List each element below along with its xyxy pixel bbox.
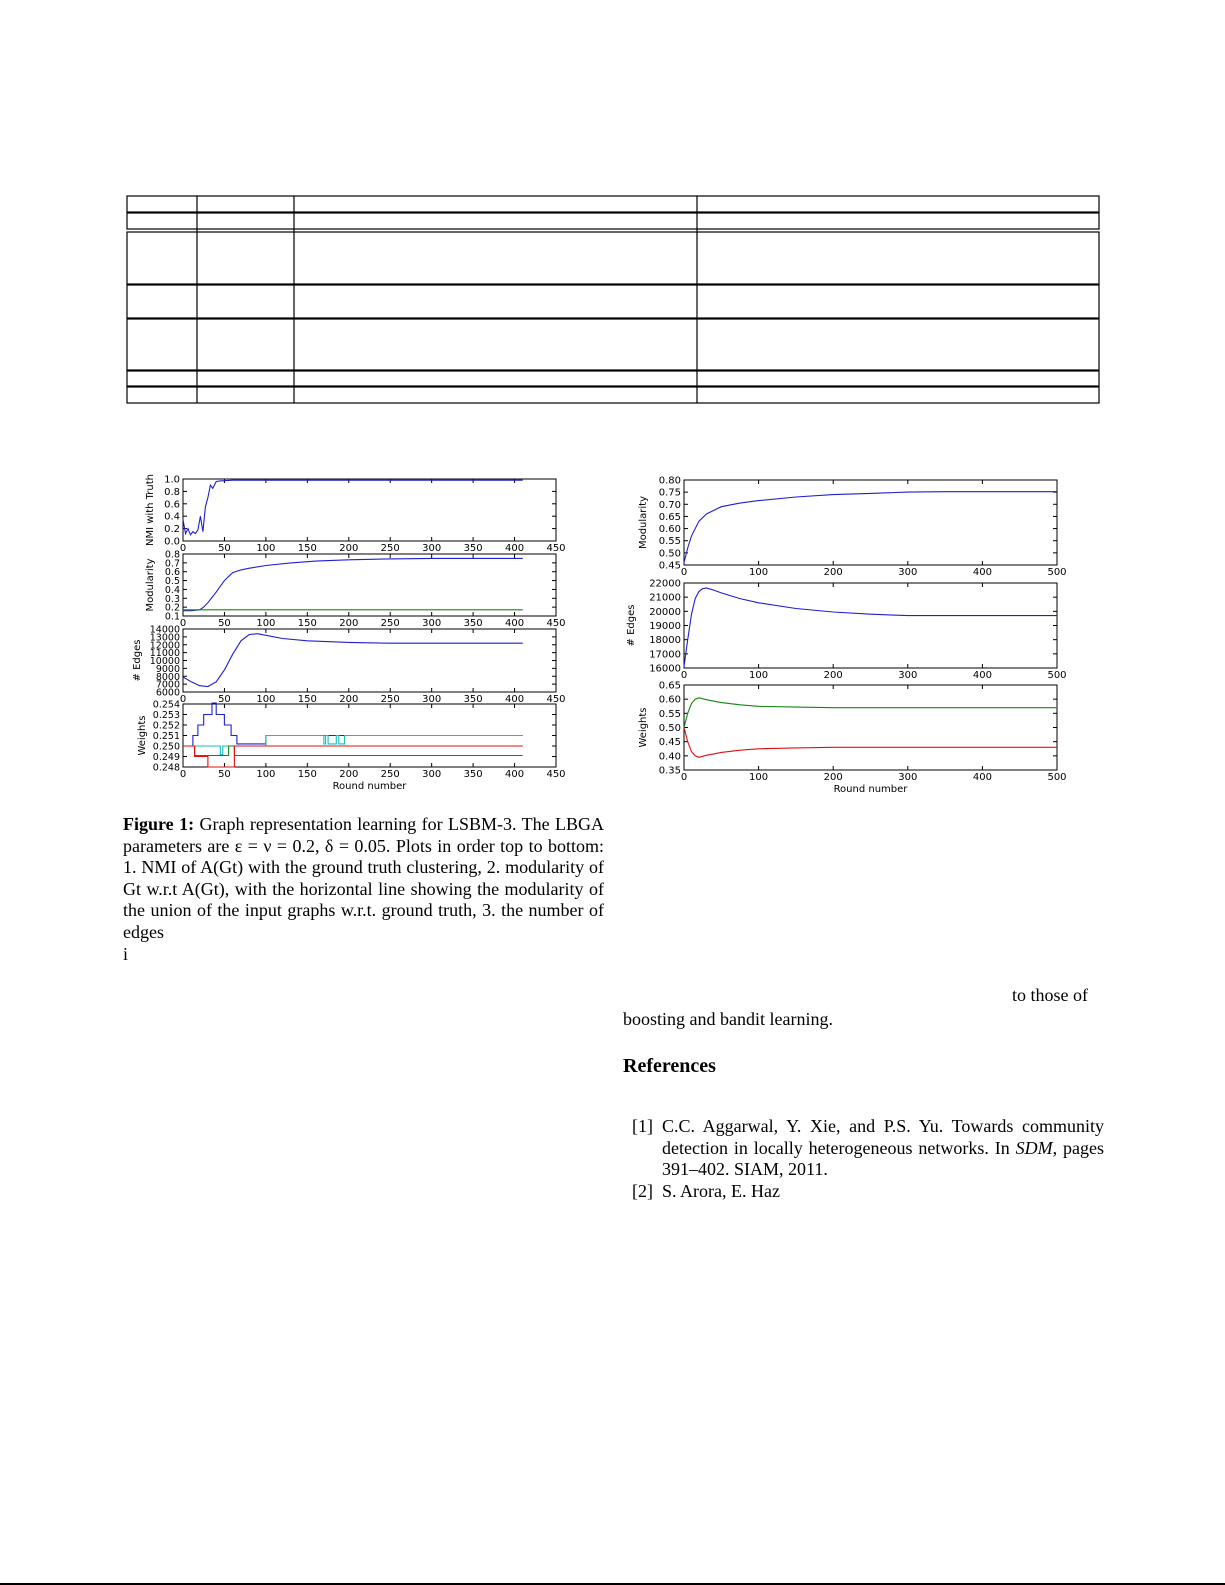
y-axis-label: # Edges [626,604,637,647]
x-tick-label: 350 [463,769,483,780]
x-tick-label: 250 [380,543,400,554]
x-tick-label: 0 [680,670,688,681]
x-tick-label: 400 [972,772,992,783]
y-tick-label: 1.0 [164,474,180,486]
plot-frame-right-1 [684,480,1057,565]
x-tick-label: 400 [505,543,525,554]
x-tick-label: 250 [380,694,400,705]
y-tick-label: 0.6 [164,499,180,511]
x-tick-label: 0 [680,567,688,578]
series-line-edges [684,588,1057,667]
y-tick-label: 0.2 [164,602,180,614]
y-tick-label: 0.1 [164,611,180,623]
y-tick-label: 0.70 [658,499,681,511]
x-tick-label: 100 [749,567,769,578]
x-tick-label: 0 [680,772,688,783]
series-line-modularity [183,558,523,610]
y-tick-label: 0.75 [658,487,681,499]
plot-frame-left-3 [183,629,556,692]
y-tick-label: 21000 [649,592,681,604]
y-tick-label: 0.6 [164,567,180,579]
y-tick-label: 0.254 [152,699,180,711]
y-tick-label: 0.248 [152,762,180,774]
y-tick-label: 0.50 [658,548,681,560]
y-tick-label: 8000 [155,671,180,683]
caption-tail: i [123,943,129,964]
y-tick-label: 0.7 [164,558,180,570]
series-line-w-red [684,728,1057,758]
x-tick-label: 300 [898,567,918,578]
reference-item [632,1116,1104,1181]
y-axis-label: Weights [137,715,148,756]
x-tick-label: 500 [1047,567,1067,578]
x-tick-label: 0 [179,618,187,629]
x-tick-label: 350 [463,543,483,554]
x-tick-label: 50 [218,543,231,554]
y-tick-label: 0.4 [164,584,180,596]
x-tick-label: 50 [218,618,231,629]
x-tick-label: 150 [297,618,317,629]
y-tick-label: 18000 [649,635,681,647]
y-tick-label: 19000 [649,621,681,632]
y-tick-label: 7000 [155,679,180,691]
body-text-fragment-2: boosting and bandit learning. [623,1009,833,1029]
y-tick-label: 0.45 [658,560,681,572]
x-tick-label: 450 [546,543,566,554]
reference-venue: SDM [1015,1137,1053,1158]
y-tick-label: 0.2 [164,524,180,536]
x-tick-label: 200 [339,694,359,705]
x-tick-label: 100 [749,772,769,783]
y-tick-label: 0.55 [658,536,681,548]
y-tick-label: 12000 [149,640,180,652]
y-tick-label: 0.50 [658,723,681,734]
y-tick-label: 0.8 [164,549,180,561]
x-tick-label: 400 [972,670,992,681]
references-heading: References [623,1055,716,1077]
x-tick-label: 250 [380,769,400,780]
x-tick-label: 100 [256,769,276,780]
x-tick-label: 100 [256,618,276,629]
y-tick-label: 0.8 [164,486,180,498]
x-tick-label: 500 [1047,670,1067,681]
x-tick-label: 0 [179,769,187,780]
reference-item [632,1181,1104,1203]
y-tick-label: 0.250 [152,741,180,753]
x-tick-label: 300 [422,543,442,554]
y-tick-label: 22000 [649,578,681,590]
x-tick-label: 300 [422,769,442,780]
x-tick-label: 400 [505,769,525,780]
plot-frame-right-2 [684,583,1057,668]
x-tick-label: 150 [297,769,317,780]
caption-label: Figure 1: [123,814,195,834]
x-tick-label: 450 [546,618,566,629]
y-tick-label: 6000 [155,687,180,699]
x-axis-label: Round number [332,781,407,792]
y-tick-label: 0.45 [658,737,681,749]
x-tick-label: 250 [380,618,400,629]
reference-number: [2] [632,1181,653,1201]
x-tick-label: 100 [256,543,276,554]
y-tick-label: 16000 [649,663,681,675]
y-tick-label: 10000 [149,656,180,667]
y-tick-label: 11000 [149,648,180,660]
x-tick-label: 450 [546,769,566,780]
x-tick-label: 450 [546,694,566,705]
series-line-w-green [684,698,1057,728]
x-tick-label: 400 [505,694,525,705]
x-tick-label: 300 [898,772,918,783]
y-tick-label: 0.3 [164,593,180,605]
y-tick-label: 0.0 [164,536,180,548]
x-tick-label: 50 [218,769,231,780]
series-line-w4 [183,746,523,767]
caption-text: Graph representation learning for LSBM-3. The LBGA parameters are ε = ν = 0.2, δ = 0.05. Plots in order top to bottom: 1. NMI of A(Gt) with the ground truth clustering, 2. modularity of Gt w.r.t A(Gt), with the horizontal line showing the modularity of the union of the input graphs w.r.t. ground truth, 3. the number of edges [123,814,605,942]
y-tick-label: 0.252 [152,720,180,732]
y-tick-label: 17000 [649,649,681,661]
x-tick-label: 400 [972,567,992,578]
series-line-edges [183,634,523,687]
y-tick-label: 0.253 [152,710,180,721]
y-tick-label: 9000 [155,663,180,675]
x-tick-label: 350 [463,694,483,705]
y-axis-label: # Edges [132,639,143,682]
x-tick-label: 200 [339,769,359,780]
reference-text: C.C. Aggarwal, Y. Xie, and P.S. Yu. Towards community detection in locally heterogeneous networks. In SDM, pages 391–402. SIAM, 2011. [662,1116,1104,1180]
x-tick-label: 300 [422,618,442,629]
x-tick-label: 150 [297,543,317,554]
y-tick-label: 20000 [649,606,681,618]
series-line-w1 [183,703,523,746]
y-axis-label: Weights [638,707,649,748]
y-tick-label: 0.55 [658,708,681,720]
y-tick-label: 0.65 [658,511,681,523]
x-tick-label: 200 [339,543,359,554]
y-tick-label: 0.80 [658,475,681,487]
y-tick-label: 0.251 [152,731,180,742]
y-tick-label: 0.40 [658,751,681,763]
y-tick-label: 0.5 [164,576,180,588]
x-tick-label: 0 [179,543,187,554]
x-tick-label: 400 [505,618,525,629]
y-tick-label: 0.35 [658,765,681,777]
plot-frame-left-2 [183,554,556,616]
y-tick-label: 14000 [149,624,180,636]
x-tick-label: 50 [218,694,231,705]
series-line-nmi [183,480,523,535]
plot-frame-left-1 [183,479,556,541]
series-line-modularity [684,492,1057,563]
body-text-fragment-1: to those of [1012,985,1088,1005]
reference-text: S. Arora, E. Haz [662,1181,780,1201]
x-tick-label: 100 [256,694,276,705]
x-tick-label: 200 [823,772,843,783]
y-tick-label: 0.60 [658,694,681,706]
x-tick-label: 150 [297,694,317,705]
x-tick-label: 200 [339,618,359,629]
x-tick-label: 300 [898,670,918,681]
x-tick-label: 200 [823,567,843,578]
y-tick-label: 0.65 [658,680,681,692]
y-axis-label: NMI with Truth [145,474,156,546]
figure-caption [123,814,604,965]
y-tick-label: 0.60 [658,524,681,536]
plot-frame-right-3 [684,685,1057,770]
y-axis-label: Modularity [638,495,649,550]
reference-number: [1] [632,1116,653,1136]
y-axis-label: Modularity [145,558,156,612]
y-tick-label: 0.249 [152,752,180,763]
y-tick-label: 13000 [149,632,180,644]
x-tick-label: 0 [179,694,187,705]
y-tick-label: 0.4 [164,511,180,523]
x-tick-label: 300 [422,694,442,705]
x-axis-label: Round number [833,784,908,795]
x-tick-label: 500 [1047,772,1067,783]
x-tick-label: 200 [823,670,843,681]
x-tick-label: 100 [749,670,769,681]
x-tick-label: 350 [463,618,483,629]
